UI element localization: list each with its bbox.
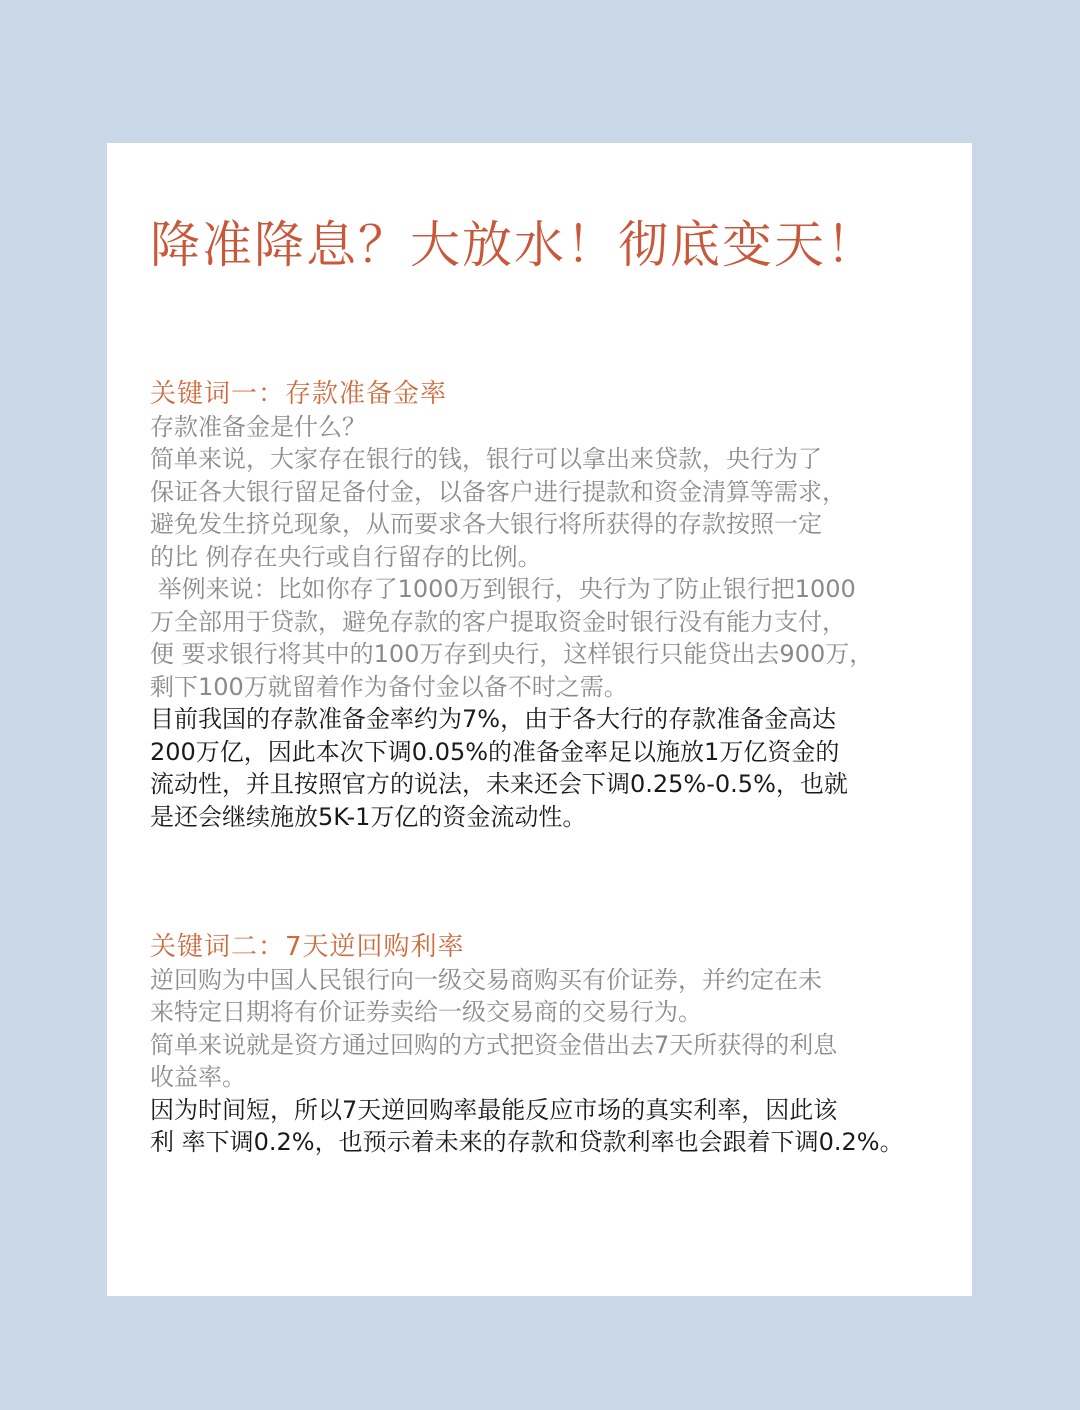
section-keyword: 关键词二：7天逆回购利率 bbox=[150, 932, 465, 962]
section-example: 举例来说：比如你存了1000万到银行，央行为了防止银行把1000 万全部用于贷款，避免存款的客户提取资金时银行没有能力支付， 便 要求银行将其中的100万存到央行，这样银行只能贷出去900万， 剩下100万就留着作为备付金以备不时之需。 bbox=[150, 575, 874, 701]
section-definition: 逆回购为中国人民银行向一级交易商购买有价证券，并约定在未 来特定日期将有价证券卖给一级交易商的交易行为。 bbox=[150, 965, 822, 1026]
section-reserve-ratio bbox=[150, 378, 970, 833]
section-conclusion: 目前我国的存款准备金率约为7%，由于各大行的存款准备金高达 200万亿，因此本次下调0.05%的准备金率足以施放1万亿资金的 流动性，并且按照官方的说法，未来还会下调0.25%-0.5%，也就 是还会继续施放5K-1万亿的资金流动性。 bbox=[150, 705, 848, 831]
section-question: 存款准备金是什么？ bbox=[150, 412, 366, 441]
section-reverse-repo bbox=[150, 931, 970, 1159]
page-title: 降准降息？大放水！彻底变天！ bbox=[150, 216, 878, 274]
section-definition: 简单来说，大家存在银行的钱，银行可以拿出来贷款，央行为了 保证各大银行留足备付金，以备客户进行提款和资金清算等需求， 避免发生挤兑现象，从而要求各大银行将所获得的存款按照一定 的比 例存在央行或自行留存的比例。 bbox=[150, 445, 846, 571]
section-conclusion: 因为时间短，所以7天逆回购率最能反应市场的真实利率，因此该 利 率下调0.2%，也预示着未来的存款和贷款利率也会跟着下调0.2%。 bbox=[150, 1095, 904, 1156]
section-simple-explanation: 简单来说就是资方通过回购的方式把资金借出去7天所获得的利息 收益率。 bbox=[150, 1030, 838, 1091]
section-keyword: 关键词一：存款准备金率 bbox=[150, 379, 448, 409]
